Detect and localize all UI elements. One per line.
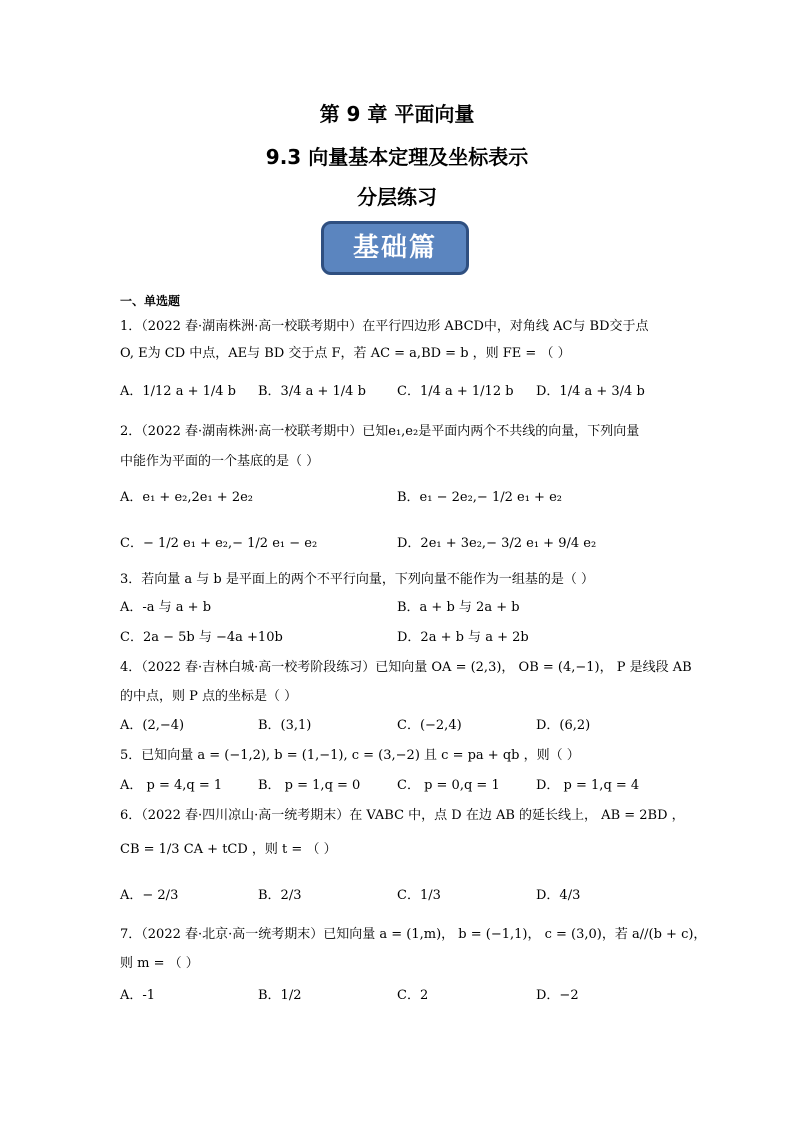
question-3-option-a[interactable]: A．-a 与 a + b <box>120 600 212 615</box>
question-5-option-d[interactable]: D． p = 1,q = 4 <box>536 778 640 793</box>
question-3-line-1: 3．若向量 a 与 b 是平面上的两个不平行向量，下列向量不能作为一组基的是（ ） <box>120 572 595 587</box>
question-3-option-d[interactable]: D．2a + b 与 a + 2b <box>397 630 529 645</box>
question-5-line-1: 5．已知向量 a = (−1,2), b = (1,−1), c = (3,−2) 且 c = pa + qb ，则（ ） <box>120 748 580 763</box>
question-2-option-d[interactable]: D．2e₁ + 3e₂,− 3/2 e₁ + 9/4 e₂ <box>397 536 597 551</box>
question-7-option-c[interactable]: C．2 <box>397 988 429 1003</box>
question-7-option-d[interactable]: D．−2 <box>536 988 579 1003</box>
question-1-option-a[interactable]: A．1/12 a + 1/4 b <box>120 384 236 399</box>
question-1-line-1: 1．（2022 春·湖南株洲·高一校联考期中）在平行四边形 ABCD中，对角线 AC与 BD交于点 <box>120 319 649 334</box>
question-1-option-b[interactable]: B．3/4 a + 1/4 b <box>258 384 366 399</box>
part-heading: 一、单选题 <box>120 294 181 308</box>
question-7-line-2: 则 m = （ ） <box>120 956 199 971</box>
subtitle: 分层练习 <box>357 185 437 209</box>
question-4-line-1: 4．（2022 春·吉林白城·高一校考阶段练习）已知向量 OA = (2,3)， OB = (4,−1)， P 是线段 AB <box>120 660 692 675</box>
question-4-line-2: 的中点，则 P 点的坐标是（ ） <box>120 689 298 704</box>
question-4-option-c[interactable]: C．(−2,4) <box>397 718 462 733</box>
question-6-option-b[interactable]: B．2/3 <box>258 888 302 903</box>
question-6-option-d[interactable]: D．4/3 <box>536 888 581 903</box>
chapter-title: 第 9 章 平面向量 <box>319 102 475 126</box>
question-6-option-c[interactable]: C．1/3 <box>397 888 441 903</box>
question-1-line-2: O, E为 CD 中点，AE与 BD 交于点 F，若 AC = a,BD = b ，则 FE = （ ） <box>120 346 571 361</box>
question-2-line-1: 2．（2022 春·湖南株洲·高一校联考期中）已知e₁,e₂是平面内两个不共线的向量，下列向量 <box>120 424 640 439</box>
question-5-option-b[interactable]: B． p = 1,q = 0 <box>258 778 361 793</box>
question-7-option-b[interactable]: B．1/2 <box>258 988 302 1003</box>
question-3-option-c[interactable]: C．2a − 5b 与 −4a +10b <box>120 630 283 645</box>
question-3-option-b[interactable]: B．a + b 与 2a + b <box>397 600 520 615</box>
question-6-option-a[interactable]: A．− 2/3 <box>120 888 179 903</box>
question-7-option-a[interactable]: A．-1 <box>120 988 156 1003</box>
question-1-option-c[interactable]: C．1/4 a + 1/12 b <box>397 384 514 399</box>
question-4-option-d[interactable]: D．(6,2) <box>536 718 591 733</box>
question-5-option-a[interactable]: A． p = 4,q = 1 <box>120 778 223 793</box>
section-title: 9.3 向量基本定理及坐标表示 <box>265 145 529 169</box>
question-1-option-d[interactable]: D．1/4 a + 3/4 b <box>536 384 645 399</box>
question-6-line-1: 6．（2022 春·四川凉山·高一统考期末）在 VABC 中，点 D 在边 AB 的延长线上， AB = 2BD ， <box>120 808 685 823</box>
question-2-option-c[interactable]: C．− 1/2 e₁ + e₂,− 1/2 e₁ − e₂ <box>120 536 318 551</box>
question-4-option-a[interactable]: A．(2,−4) <box>120 718 185 733</box>
question-2-option-b[interactable]: B．e₁ − 2e₂,− 1/2 e₁ + e₂ <box>397 490 562 505</box>
question-6-line-2: CB = 1/3 CA + tCD ，则 t = （ ） <box>120 842 337 857</box>
question-2-option-a[interactable]: A．e₁ + e₂,2e₁ + 2e₂ <box>120 490 253 505</box>
question-4-option-b[interactable]: B．(3,1) <box>258 718 312 733</box>
question-7-line-1: 7．（2022 春·北京·高一统考期末）已知向量 a = (1,m)， b = (−1,1)， c = (3,0)，若 a//(b + c)， <box>120 927 707 942</box>
level-badge: 基础篇 <box>321 221 469 275</box>
question-5-option-c[interactable]: C． p = 0,q = 1 <box>397 778 500 793</box>
question-2-line-2: 中能作为平面的一个基底的是（ ） <box>120 454 320 469</box>
